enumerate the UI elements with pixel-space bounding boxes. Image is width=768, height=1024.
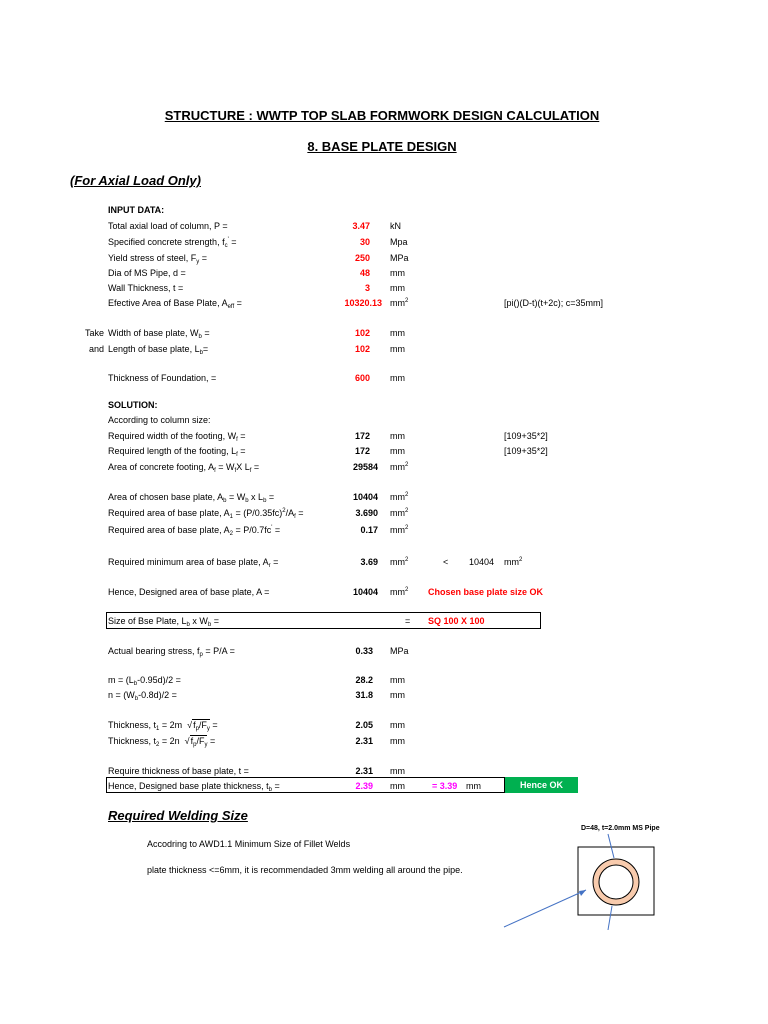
length-unit: mm: [390, 344, 405, 354]
footing-area-label: Area of concrete footing, $A_f = W_fX$ $L_f$ =: [108, 462, 260, 474]
design-t-label: Hence, Designed base plate thickness, $t_b$ =: [108, 781, 280, 793]
chosen-area-label: Area of chosen base plate, $A_b = W_b$ x $L_b$ =: [108, 492, 275, 504]
input-label-dia: Dia of MS Pipe, d =: [108, 268, 186, 278]
size-value: SQ 100 X 100: [428, 616, 485, 626]
ar-compare-value: 10404: [469, 557, 495, 567]
ar-compare-unit: $mm^2$: [504, 557, 523, 567]
bearing-value: 0.33: [355, 646, 373, 656]
t1-value: 2.05: [355, 720, 373, 730]
input-label-fc: Specified concrete strength, $f_c'$ =: [108, 237, 237, 249]
input-note-aeff: [pi()(D-t)(t+2c); c=35mm]: [504, 298, 604, 308]
input-value-load: 3.47: [352, 221, 370, 231]
footing-width-value: 172: [354, 431, 370, 441]
input-unit-fc: Mpa: [390, 237, 408, 247]
t1-label: Thickness, $t_1 = 2m$ $√f_p/F_y$ =: [108, 720, 218, 732]
input-unit-wall: mm: [390, 283, 405, 293]
a2-unit: $mm^2$: [390, 525, 409, 535]
footing-area-unit: $mm^2$: [390, 462, 409, 472]
design-t-unit: mm: [390, 781, 405, 791]
input-value-wall: 3: [364, 283, 370, 293]
t2-label: Thickness, $t_2 = 2n$ $√f_p/F_y$ =: [108, 736, 216, 748]
a2-value: 0.17: [360, 525, 378, 535]
footing-width-label: Required width of the footing, $W_f$ =: [108, 431, 246, 443]
load-note: (For Axial Load Only): [70, 173, 201, 188]
width-prefix: Take: [85, 328, 105, 338]
welding-line-1: Accodring to AWD1.1 Minimum Size of Fillet Welds: [147, 839, 351, 849]
ar-label: Required minimum area of base plate, $A_r$ =: [108, 557, 279, 569]
solution-according: According to column size:: [108, 415, 211, 425]
footing-length-note: [109+35*2]: [504, 446, 548, 456]
a1-value: 3.690: [355, 508, 378, 518]
solution-heading: SOLUTION:: [108, 400, 158, 410]
ar-unit: $mm^2$: [390, 557, 409, 567]
input-label-wall: Wall Thickness, t =: [108, 283, 184, 293]
n-unit: mm: [390, 690, 405, 700]
designed-area-unit: $mm^2$: [390, 587, 409, 597]
design-t-eq-value: = 3.39: [432, 781, 458, 791]
bearing-label: Actual bearing stress, $f_p = P/A$ =: [108, 646, 235, 658]
a1-unit: $mm^2$: [390, 508, 409, 518]
designed-area-label: Hence, Designed area of base plate, A =: [108, 587, 270, 597]
input-unit-fy: MPa: [390, 253, 409, 263]
design-t-eq-unit: mm: [466, 781, 481, 791]
width-unit: mm: [390, 328, 405, 338]
foundation-value: 600: [354, 373, 370, 383]
width-label: Width of base plate, $W_b$ =: [108, 328, 210, 340]
a1-label: Required area of base plate, $A_1 = (P/0.35fc)^2/A_f$ =: [108, 508, 304, 520]
input-value-dia: 48: [359, 268, 370, 278]
weld-arrow-line: [504, 890, 586, 927]
t2-unit: mm: [390, 736, 405, 746]
welding-line-2: plate thickness <=6mm, it is recommendaded 3mm welding all around the pipe.: [147, 865, 463, 875]
diagram-label: D=48, t=2.0mm MS Pipe: [581, 825, 660, 832]
input-unit-dia: mm: [390, 268, 405, 278]
hence-ok-badge: Hence OK: [505, 777, 578, 793]
input-heading: INPUT DATA:: [108, 205, 165, 215]
m-label: $m = (L_b-0.95d)/2$ =: [108, 675, 181, 687]
t2-value: 2.31: [355, 736, 373, 746]
design-t-value: 2.39: [355, 781, 373, 791]
input-value-fy: 250: [354, 253, 370, 263]
pipe-inner-circle: [599, 865, 633, 899]
length-label: Length of base plate, $L_b=$: [108, 344, 209, 356]
section-title: 8. BASE PLATE DESIGN: [307, 139, 457, 154]
req-t-unit: mm: [390, 766, 405, 776]
input-value-fc: 30: [359, 237, 370, 247]
ar-compare-sign: <: [443, 557, 449, 567]
input-label-fy: Yield stress of steel, $F_y$ =: [108, 253, 207, 265]
bearing-unit: MPa: [390, 646, 409, 656]
req-t-value: 2.31: [355, 766, 373, 776]
foundation-label: Thickness of Foundation, =: [108, 373, 217, 383]
length-prefix: and: [89, 344, 105, 354]
n-value: 31.8: [355, 690, 373, 700]
input-value-aeff: 10320.13: [344, 298, 382, 308]
footing-length-label: Required length of the footing, $L_f$ =: [108, 446, 246, 458]
chosen-area-value: 10404: [352, 492, 378, 502]
footing-area-value: 29584: [352, 462, 378, 472]
pipe-diagram: [490, 830, 670, 930]
footing-length-unit: mm: [390, 446, 405, 456]
a2-label: Required area of base plate, $A_2 = P/0.7fc'$ =: [108, 525, 281, 537]
footing-width-unit: mm: [390, 431, 405, 441]
m-unit: mm: [390, 675, 405, 685]
input-label-aeff: Efective Area of Base Plate, $A_{eff}$ =: [108, 298, 242, 310]
n-label: $n = (W_b-0.8d)/2$ =: [108, 690, 177, 702]
welding-heading: Required Welding Size: [108, 808, 248, 823]
footing-length-value: 172: [354, 446, 370, 456]
structure-title: STRUCTURE : WWTP TOP SLAB FORMWORK DESIGN CALCULATION: [164, 108, 600, 123]
footing-width-note: [109+35*2]: [504, 431, 548, 441]
designed-area-status: Chosen base plate size OK: [428, 587, 544, 597]
foundation-unit: mm: [390, 373, 405, 383]
length-value: 102: [354, 344, 370, 354]
designed-area-value: 10404: [352, 587, 378, 597]
size-eq: =: [405, 616, 411, 626]
size-label: Size of Bse Plate, $L_b$ x $W_b$ =: [108, 616, 219, 628]
m-value: 28.2: [355, 675, 373, 685]
input-unit-load: kN: [390, 221, 401, 231]
t1-unit: mm: [390, 720, 405, 730]
width-value: 102: [354, 328, 370, 338]
req-t-label: Require thickness of base plate, t =: [108, 766, 249, 776]
input-label-load: Total axial load of column, P =: [108, 221, 228, 231]
ar-value: 3.69: [360, 557, 378, 567]
input-unit-aeff: $mm^2$: [390, 298, 409, 308]
chosen-area-unit: $mm^2$: [390, 492, 409, 502]
